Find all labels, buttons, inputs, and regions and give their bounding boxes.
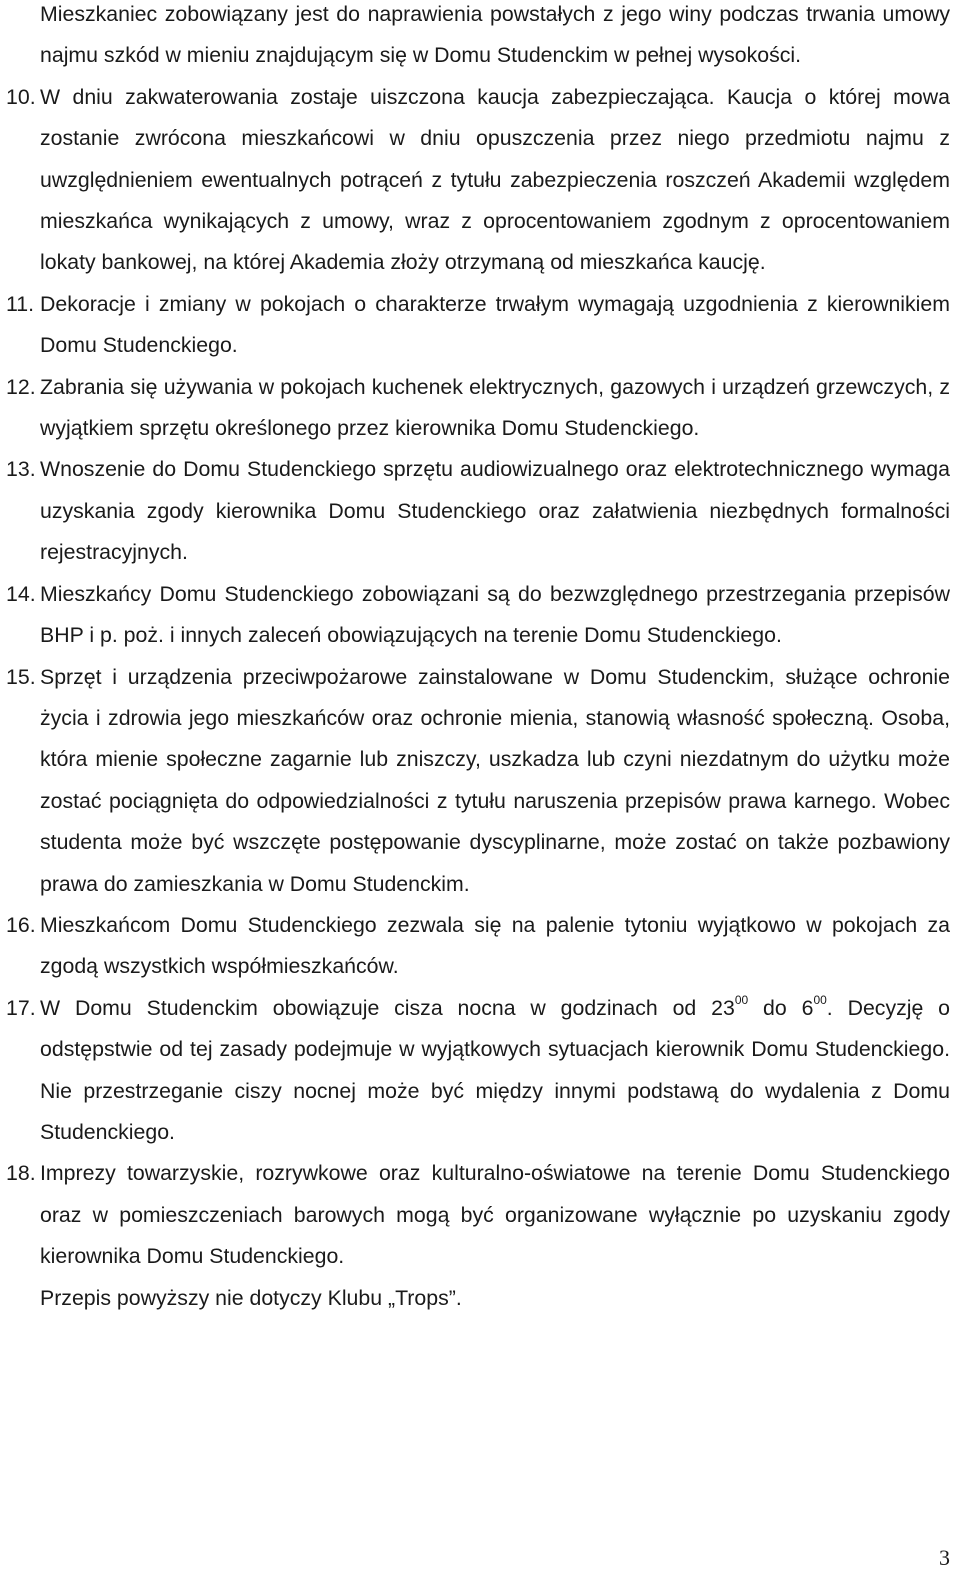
item-text: Imprezy towarzyskie, rozrywkowe oraz kulturalno-oświatowe na terenie Domu Studenckiego oraz w pomieszczeniach barowych mogą być organizowane wyłącznie po uzyskaniu zgody kierownika Domu Studenckiego. (40, 1161, 950, 1269)
list-item (6, 449, 950, 573)
item-text-part: . Decyzję o odstępstwie od tej zasady podejmuje w wyjątkowych sytuacjach kierownik Domu Studenckiego. Nie przestrzeganie ciszy nocnej może być między innymi podstawą do wydalenia z Domu Studenckiego. (40, 995, 951, 1144)
item-number: 16. (6, 912, 36, 937)
item-text: W dniu zakwaterowania zostaje uiszczona kaucja zabezpieczająca. Kaucja o której mowa zostanie zwrócona mieszkańcowi w dniu opuszczenia przez niego przedmiotu najmu z uwzględnieniem ewentualnych potrąceń z tytułu zabezpieczenia roszczeń Akademii względem mieszkańca wynikających z umowy, wraz z oprocentowaniem zgodnym z oprocentowaniem lokaty bankowej, na której Akademia złoży otrzymaną od mieszkańca kaucję. (40, 84, 950, 275)
item-number: 10. (6, 84, 36, 109)
list-item (6, 905, 950, 988)
page-number: 3 (939, 1545, 950, 1570)
item-text: Mieszkańcom Domu Studenckiego zezwala się na palenie tytoniu wyjątkowo w pokojach za zgodą wszystkich współmieszkańców. (40, 912, 950, 979)
item-text: Wnoszenie do Domu Studenckiego sprzętu audiowizualnego oraz elektrotechnicznego wymaga uzyskania zgody kierownika Domu Studenckiego oraz załatwienia niezbędnych formalności rejestracyjnych. (40, 457, 950, 565)
note-paragraph: Przepis powyższy nie dotyczy Klubu „Trops”. (40, 1285, 462, 1310)
item-number: 11. (6, 291, 35, 316)
item-text-part: W Domu Studenckim obowiązuje cisza nocna w godzinach od 23 (40, 995, 735, 1020)
list-item (6, 574, 950, 657)
superscript-minutes: 00 (734, 992, 749, 1007)
regulations-list (6, 77, 951, 1278)
item-text: Sprzęt i urządzenia przeciwpożarowe zainstalowane w Domu Studenckim, służące ochronie życia i zdrowia jego mieszkańców oraz ochronie mienia, stanowią własność społeczną. Osoba, która mienie społeczne zagarnie lub zniszczy, uszkadza lub czyni niezdatnym do użytku może zostać pociągnięta do odpowiedzialności z tytułu naruszenia przepisów prawa karnego. Wobec studenta może być wszczęte postępowanie dyscyplinarne, może zostać on także pozbawiony prawa do zamieszkania w Domu Studenckim. (40, 664, 950, 896)
list-item (6, 657, 950, 905)
item-number: 18. (6, 1161, 36, 1186)
list-item (6, 367, 950, 450)
item-number: 14. (6, 581, 36, 606)
item-text: Mieszkańcy Domu Studenckiego zobowiązani są do bezwzględnego przestrzegania przepisów BHP i p. poż. i innych zaleceń obowiązujących na terenie Domu Studenckiego. (40, 581, 950, 648)
item-number: 13. (6, 457, 36, 482)
item-text: Zabrania się używania w pokojach kuchenek elektrycznych, gazowych i urządzeń grzewczych, z wyjątkiem sprzętu określonego przez kierownika Domu Studenckiego. (40, 374, 950, 441)
regulations-text (6, 0, 951, 1319)
list-item (6, 284, 950, 367)
intro-paragraph: Mieszkaniec zobowiązany jest do naprawienia powstałych z jego winy podczas trwania umowy najmu szkód w mieniu znajdującym się w Domu Studenckim w pełnej wysokości. (40, 2, 950, 68)
item-number: 12. (6, 374, 36, 399)
list-item (6, 1153, 950, 1277)
item-number: 17. (6, 995, 36, 1020)
list-item (6, 77, 950, 284)
list-item (6, 988, 951, 1154)
item-text (40, 992, 951, 1144)
item-text-part: do 6 (748, 995, 814, 1020)
superscript-minutes: 00 (813, 992, 827, 1007)
item-text: Dekoracje i zmiany w pokojach o charakterze trwałym wymagają uzgodnienia z kierownikiem Domu Studenckiego. (40, 291, 950, 358)
item-number: 15. (6, 664, 36, 689)
